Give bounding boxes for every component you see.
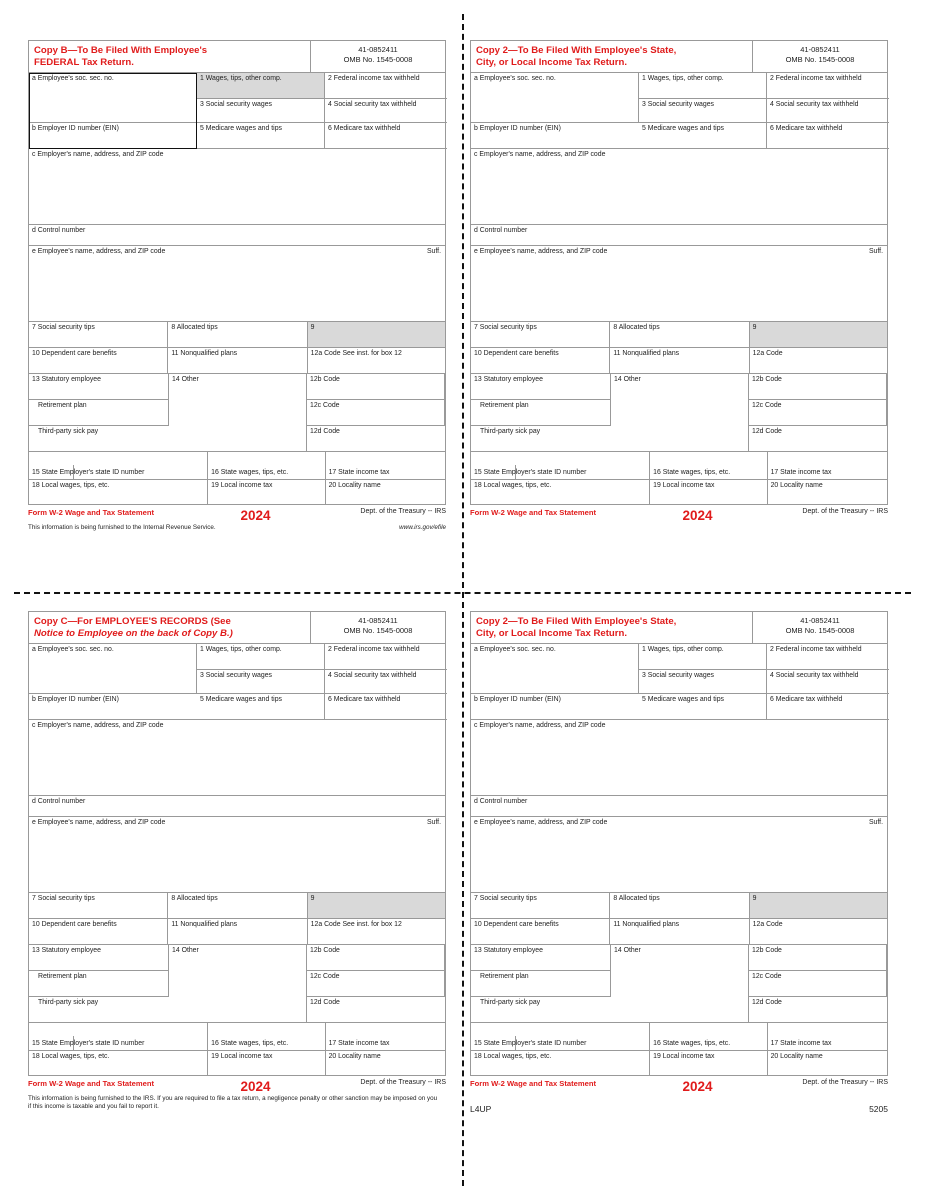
w2-grid	[28, 72, 446, 505]
box-12a[interactable]: 12a Code	[750, 348, 887, 374]
row-15-16-17	[471, 1023, 887, 1051]
box-13-retirement-plan[interactable]: Retirement plan	[29, 400, 169, 426]
field-employee-name-address[interactable]: e Employee's name, address, and ZIP code Suff.	[29, 246, 445, 322]
row-13-14-12bcd	[29, 374, 445, 452]
form-footer	[470, 1079, 888, 1094]
box-17-state-income-tax[interactable]: 17 State income tax	[326, 1023, 445, 1051]
w2-copy-b	[28, 40, 446, 532]
box-10-dependent-care[interactable]: 10 Dependent care benefits	[471, 919, 610, 945]
box-14-other[interactable]: 14 Other	[169, 945, 307, 1023]
irs-efile-link[interactable]: www.irs.gov/efile	[399, 523, 446, 531]
row-employee-name	[29, 246, 445, 322]
box-15-state-employer-id[interactable]: 15 State Employer's state ID number	[471, 1023, 650, 1051]
suffix-label: Suff.	[426, 248, 441, 255]
box-18-local-wages[interactable]: 18 Local wages, tips, etc.	[29, 480, 208, 504]
w2-copy-2-top	[470, 40, 888, 523]
box-16-state-wages[interactable]: 16 State wages, tips, etc.	[650, 1023, 767, 1051]
form-footer	[470, 508, 888, 523]
row-7-8-9	[29, 322, 445, 348]
copy-header	[28, 40, 446, 72]
row-13-14-12bcd	[471, 945, 887, 1023]
copy-header	[470, 40, 888, 72]
box-13-third-party-sick-pay[interactable]: Third-party sick pay	[29, 997, 169, 1023]
box-12c[interactable]: 12c Code	[749, 400, 887, 426]
box-12a[interactable]: 12a Code See inst. for box 12	[308, 348, 445, 374]
field-employer-name-address[interactable]: c Employer's name, address, and ZIP code	[471, 720, 887, 796]
box-5-medicare-wages[interactable]: 5 Medicare wages and tips	[639, 123, 767, 149]
ein-value: 41-0852411	[800, 616, 840, 625]
form-name-label: Form W-2 Wage and Tax Statement	[470, 1079, 597, 1088]
box-20-locality-name[interactable]: 20 Locality name	[770, 482, 823, 489]
box-16-state-wages[interactable]: 16 State wages, tips, etc.	[650, 452, 767, 480]
box-18-local-wages[interactable]: 18 Local wages, tips, etc.	[471, 480, 650, 504]
w2-grid	[470, 72, 888, 505]
suffix-label: Suff.	[868, 248, 883, 255]
box-1-wages[interactable]: 1 Wages, tips, other comp.	[639, 644, 767, 670]
box-11-nonqualified[interactable]: 11 Nonqualified plans	[610, 348, 749, 374]
row-identity-top	[29, 73, 445, 149]
form-footer	[28, 508, 446, 523]
box-19-local-income-tax[interactable]: 19 Local income tax	[650, 1051, 767, 1075]
box-16-state-wages[interactable]: 16 State wages, tips, etc.	[208, 452, 325, 480]
box-15-state-employer-id[interactable]: 15 State Employer's state ID number	[29, 1023, 208, 1051]
box-18-local-wages[interactable]: 18 Local wages, tips, etc.	[29, 1051, 208, 1075]
format-code: L4UP	[470, 1103, 492, 1114]
field-employer-name-address[interactable]: c Employer's name, address, and ZIP code	[471, 149, 887, 225]
box-7-ss-tips[interactable]: 7 Social security tips	[29, 893, 168, 919]
field-employee-ssn[interactable]: a Employee's soc. sec. no.	[29, 73, 197, 123]
box-8-allocated-tips[interactable]: 8 Allocated tips	[610, 322, 749, 348]
box-11-nonqualified[interactable]: 11 Nonqualified plans	[168, 919, 307, 945]
row-18-19-20	[471, 480, 887, 504]
box-12d[interactable]: 12d Code	[749, 997, 887, 1023]
row-18-19-20	[29, 480, 445, 504]
field-employer-ein[interactable]: b Employer ID number (EIN)	[471, 123, 639, 149]
box-13-retirement-plan[interactable]: Retirement plan	[29, 971, 169, 997]
tax-year: 2024	[240, 1079, 271, 1094]
box-3-ss-wages[interactable]: 3 Social security wages	[197, 670, 325, 694]
field-employer-ein[interactable]: b Employer ID number (EIN)	[471, 694, 639, 720]
field-control-number[interactable]: d Control number	[471, 225, 887, 246]
omb-value: OMB No. 1545-0008	[343, 626, 413, 636]
box-4-ss-tax[interactable]: 4 Social security tax withheld	[325, 99, 447, 123]
box-11-nonqualified[interactable]: 11 Nonqualified plans	[610, 919, 749, 945]
treasury-label: Dept. of the Treasury -- IRS	[360, 1079, 446, 1086]
row-employer-name	[29, 149, 445, 225]
copy-title-line1: Copy B—To Be Filed With Employee's	[34, 45, 208, 56]
tax-year: 2024	[240, 508, 271, 523]
treasury-label: Dept. of the Treasury -- IRS	[802, 508, 888, 515]
box-12c[interactable]: 12c Code	[307, 400, 445, 426]
box-10-dependent-care[interactable]: 10 Dependent care benefits	[471, 348, 610, 374]
ein-omb-block	[310, 612, 445, 643]
box-14-other[interactable]: 14 Other	[611, 374, 749, 452]
box-9[interactable]: 9	[308, 322, 445, 348]
form-name-label: Form W-2 Wage and Tax Statement	[470, 508, 597, 517]
field-employee-ssn[interactable]: a Employee's soc. sec. no.	[471, 644, 639, 694]
field-control-number[interactable]: d Control number	[29, 225, 445, 246]
box-12d[interactable]: 12d Code	[749, 426, 887, 452]
box-4-ss-tax[interactable]: 4 Social security tax withheld	[325, 670, 447, 694]
row-identity-top	[471, 73, 887, 149]
copy-title-line2: Notice to Employee on the back of Copy B.)	[34, 627, 233, 639]
box-13-third-party-sick-pay[interactable]: Third-party sick pay	[29, 426, 169, 452]
box-12a[interactable]: 12a Code	[750, 919, 887, 945]
row-7-8-9	[29, 893, 445, 919]
box-20-locality-name[interactable]: 20 Locality name	[770, 1053, 823, 1060]
copy-title-line1: Copy 2—To Be Filed With Employee's State,	[476, 45, 677, 56]
copy-title-line1: Copy 2—To Be Filed With Employee's State,	[476, 616, 677, 627]
row-7-8-9	[471, 893, 887, 919]
box-4-ss-tax[interactable]: 4 Social security tax withheld	[767, 670, 889, 694]
box-12d[interactable]: 12d Code	[307, 997, 445, 1023]
box-13-third-party-sick-pay[interactable]: Third-party sick pay	[471, 997, 611, 1023]
row-identity-top	[471, 644, 887, 720]
row-10-11-12a	[471, 348, 887, 374]
form-name-label: Form W-2 Wage and Tax Statement	[28, 1079, 155, 1088]
row-13-14-12bcd	[471, 374, 887, 452]
box-12b[interactable]: 12b Code	[749, 374, 887, 400]
box-13-statutory-employee[interactable]: 13 Statutory employee	[29, 374, 169, 400]
box-12b[interactable]: 12b Code	[307, 374, 445, 400]
box-3-ss-wages[interactable]: 3 Social security wages	[197, 99, 325, 123]
copy-title-block	[29, 41, 310, 72]
ein-omb-block	[310, 41, 445, 72]
box-5-medicare-wages[interactable]: 5 Medicare wages and tips	[639, 694, 767, 720]
box-13-third-party-sick-pay[interactable]: Third-party sick pay	[471, 426, 611, 452]
box-9[interactable]: 9	[750, 322, 887, 348]
field-employee-ssn[interactable]: a Employee's soc. sec. no.	[471, 73, 639, 123]
vertical-cut-line	[462, 14, 464, 1186]
box-1-wages[interactable]: 1 Wages, tips, other comp.	[639, 73, 767, 99]
box-12b[interactable]: 12b Code	[749, 945, 887, 971]
box-20-locality-name[interactable]: 20 Locality name	[328, 1053, 381, 1060]
box-19-local-income-tax[interactable]: 19 Local income tax	[208, 480, 325, 504]
box-19-local-income-tax[interactable]: 19 Local income tax	[208, 1051, 325, 1075]
copy-title-line1: Copy C—For EMPLOYEE'S RECORDS (See	[34, 616, 231, 627]
ein-value: 41-0852411	[800, 45, 840, 54]
box-12b[interactable]: 12b Code	[307, 945, 445, 971]
w2-grid	[470, 643, 888, 1076]
copy-header	[470, 611, 888, 643]
box-5-medicare-wages[interactable]: 5 Medicare wages and tips	[197, 123, 325, 149]
box-2-federal-tax[interactable]: 2 Federal income tax withheld	[767, 73, 889, 99]
box-15-state-employer-id[interactable]: 15 State Employer's state ID number	[471, 452, 650, 480]
copy-title-block	[471, 612, 752, 643]
horizontal-cut-line	[14, 592, 911, 594]
box-6-medicare-tax[interactable]: 6 Medicare tax withheld	[325, 694, 447, 720]
box-20-locality-name[interactable]: 20 Locality name	[328, 482, 381, 489]
treasury-label: Dept. of the Treasury -- IRS	[360, 508, 446, 515]
treasury-label: Dept. of the Treasury -- IRS	[802, 1079, 888, 1086]
box-9[interactable]: 9	[750, 893, 887, 919]
w2-copy-c	[28, 611, 446, 1111]
omb-value: OMB No. 1545-0008	[343, 55, 413, 65]
row-10-11-12a	[29, 348, 445, 374]
field-employer-name-address[interactable]: c Employer's name, address, and ZIP code	[29, 149, 445, 225]
box-10-dependent-care[interactable]: 10 Dependent care benefits	[29, 348, 168, 374]
field-employee-name-address[interactable]: e Employee's name, address, and ZIP code Suff.	[29, 817, 445, 893]
row-15-16-17	[29, 452, 445, 480]
tax-year: 2024	[682, 508, 713, 523]
box-3-ss-wages[interactable]: 3 Social security wages	[639, 99, 767, 123]
box-13-statutory-employee[interactable]: 13 Statutory employee	[471, 374, 611, 400]
suffix-label: Suff.	[426, 819, 441, 826]
box-4-ss-tax[interactable]: 4 Social security tax withheld	[767, 99, 889, 123]
box-11-nonqualified[interactable]: 11 Nonqualified plans	[168, 348, 307, 374]
omb-value: OMB No. 1545-0008	[785, 55, 855, 65]
copy-title-line2: City, or Local Income Tax Return.	[476, 627, 628, 639]
field-employer-ein[interactable]: b Employer ID number (EIN)	[29, 123, 197, 149]
ein-omb-block	[752, 41, 887, 72]
box-15-state-employer-id[interactable]: 15 State Employer's state ID number	[29, 452, 208, 480]
tax-year: 2024	[682, 1079, 713, 1094]
field-control-number[interactable]: d Control number	[471, 796, 887, 817]
field-employee-ssn[interactable]: a Employee's soc. sec. no.	[29, 644, 197, 694]
ein-value: 41-0852411	[358, 616, 398, 625]
box-14-other[interactable]: 14 Other	[169, 374, 307, 452]
row-15-16-17	[29, 1023, 445, 1051]
box-6-medicare-tax[interactable]: 6 Medicare tax withheld	[767, 694, 889, 720]
box-13-statutory-employee[interactable]: 13 Statutory employee	[29, 945, 169, 971]
row-18-19-20	[471, 1051, 887, 1075]
box-14-other[interactable]: 14 Other	[611, 945, 749, 1023]
box-2-federal-tax[interactable]: 2 Federal income tax withheld	[325, 644, 447, 670]
omb-value: OMB No. 1545-0008	[785, 626, 855, 636]
box-12a[interactable]: 12a Code See inst. for box 12	[308, 919, 445, 945]
box-8-allocated-tips[interactable]: 8 Allocated tips	[168, 893, 307, 919]
box-19-local-income-tax[interactable]: 19 Local income tax	[650, 480, 767, 504]
box-6-medicare-tax[interactable]: 6 Medicare tax withheld	[325, 123, 447, 149]
box-6-medicare-tax[interactable]: 6 Medicare tax withheld	[767, 123, 889, 149]
box-17-state-income-tax[interactable]: 17 State income tax	[768, 1023, 887, 1051]
suffix-label: Suff.	[868, 819, 883, 826]
footer-note: This information is being furnished to the Internal Revenue Service.	[28, 523, 216, 531]
box-2-federal-tax[interactable]: 2 Federal income tax withheld	[325, 73, 447, 99]
copy-title-line2: FEDERAL Tax Return.	[34, 56, 134, 68]
form-footer	[28, 1079, 446, 1094]
field-employer-ein[interactable]: b Employer ID number (EIN)	[29, 694, 197, 720]
box-1-wages[interactable]: 1 Wages, tips, other comp.	[197, 644, 325, 670]
box-17-state-income-tax[interactable]: 17 State income tax	[326, 452, 445, 480]
box-12c[interactable]: 12c Code	[749, 971, 887, 997]
field-control-number[interactable]: d Control number	[29, 796, 445, 817]
row-identity-top	[29, 644, 445, 720]
box-13-retirement-plan[interactable]: Retirement plan	[471, 971, 611, 997]
box-17-state-income-tax[interactable]: 17 State income tax	[768, 452, 887, 480]
row-10-11-12a	[29, 919, 445, 945]
copy-header	[28, 611, 446, 643]
row-control-number	[29, 225, 445, 246]
ein-value: 41-0852411	[358, 45, 398, 54]
field-employee-name-address[interactable]: e Employee's name, address, and ZIP code Suff.	[471, 817, 887, 893]
box-16-state-wages[interactable]: 16 State wages, tips, etc.	[208, 1023, 325, 1051]
field-employee-name-address[interactable]: e Employee's name, address, and ZIP code Suff.	[471, 246, 887, 322]
box-9[interactable]: 9	[308, 893, 445, 919]
w2-copy-2-bottom	[470, 611, 888, 1114]
ein-omb-block	[752, 612, 887, 643]
box-3-ss-wages[interactable]: 3 Social security wages	[639, 670, 767, 694]
box-8-allocated-tips[interactable]: 8 Allocated tips	[168, 322, 307, 348]
box-5-medicare-wages[interactable]: 5 Medicare wages and tips	[197, 694, 325, 720]
sheet-identifiers	[470, 1104, 888, 1114]
copy-title-block	[29, 612, 310, 643]
box-12c[interactable]: 12c Code	[307, 971, 445, 997]
box-13-statutory-employee[interactable]: 13 Statutory employee	[471, 945, 611, 971]
part-number: 5205	[869, 1103, 888, 1114]
row-10-11-12a	[471, 919, 887, 945]
row-7-8-9	[471, 322, 887, 348]
copy-title-line2: City, or Local Income Tax Return.	[476, 56, 628, 68]
box-12d[interactable]: 12d Code	[307, 426, 445, 452]
w2-grid	[28, 643, 446, 1076]
box-8-allocated-tips[interactable]: 8 Allocated tips	[610, 893, 749, 919]
row-18-19-20	[29, 1051, 445, 1075]
form-name-label: Form W-2 Wage and Tax Statement	[28, 508, 155, 517]
copy-title-block	[471, 41, 752, 72]
box-2-federal-tax[interactable]: 2 Federal income tax withheld	[767, 644, 889, 670]
row-13-14-12bcd	[29, 945, 445, 1023]
box-7-ss-tips[interactable]: 7 Social security tips	[471, 322, 610, 348]
box-1-wages[interactable]: 1 Wages, tips, other comp.	[197, 73, 325, 99]
box-7-ss-tips[interactable]: 7 Social security tips	[471, 893, 610, 919]
field-employer-name-address[interactable]: c Employer's name, address, and ZIP code	[29, 720, 445, 796]
box-10-dependent-care[interactable]: 10 Dependent care benefits	[29, 919, 168, 945]
box-13-retirement-plan[interactable]: Retirement plan	[471, 400, 611, 426]
box-18-local-wages[interactable]: 18 Local wages, tips, etc.	[471, 1051, 650, 1075]
footer-note: This information is being furnished to the IRS. If you are required to file a tax return, a negligence penalty or other sanction may be imposed on you if this income is taxable and you fail to report it.	[28, 1094, 438, 1110]
row-15-16-17	[471, 452, 887, 480]
box-7-ss-tips[interactable]: 7 Social security tips	[29, 322, 168, 348]
